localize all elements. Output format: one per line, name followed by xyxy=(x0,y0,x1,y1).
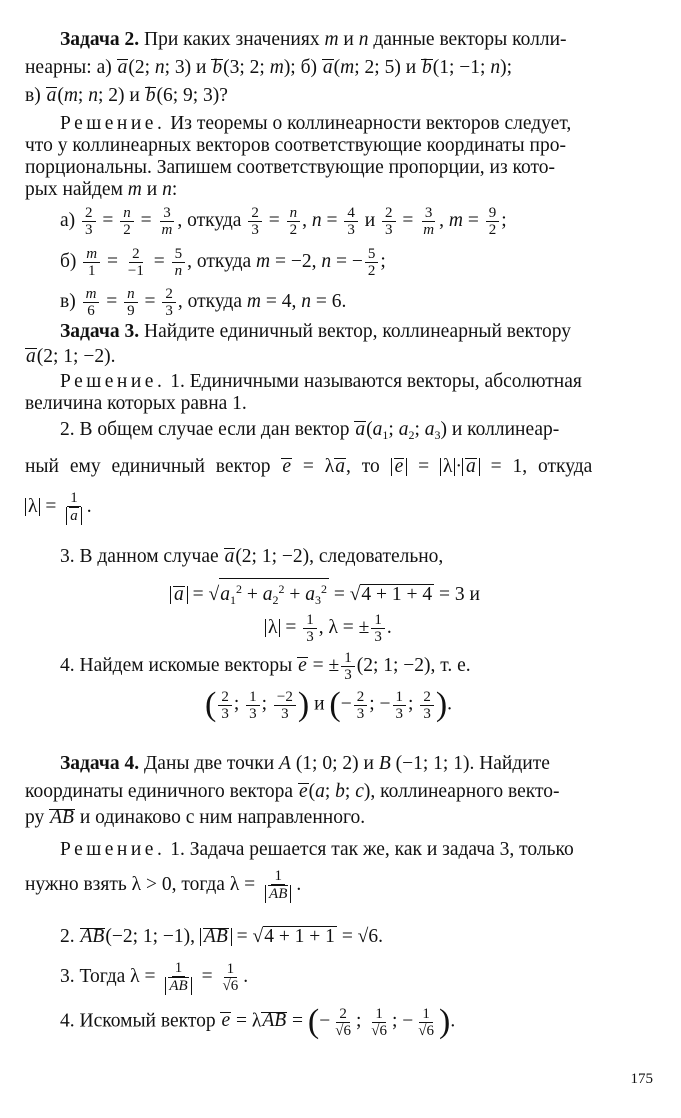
task4-step3: 3. Тогда λ = $\frac{1}{AB}$ = $\frac{1}{√6}$ . xyxy=(60,960,249,994)
task4-title: Задача 4. xyxy=(60,753,140,774)
task2-solution-text1: Из теоремы о коллинеарности векторов следует, xyxy=(170,113,572,134)
task3-step3-line1: 3. В данном случае a(2; 1; −2), следовательно, xyxy=(60,546,444,567)
task3-title: Задача 3. xyxy=(60,321,140,342)
task4-solution-line2: нужно взять λ > 0, тогда λ = $\frac{1}{AB}$ . xyxy=(25,868,302,902)
task2-solution-line1 xyxy=(60,112,681,136)
task4-s1a: 1. Задача решается так же, как и задача 3, только xyxy=(170,839,574,860)
solution-word: Решение. xyxy=(60,371,166,392)
task4-solution-line1 xyxy=(60,838,681,862)
task3-statement: Найдите единичный вектор, коллинеарный вектору xyxy=(144,321,572,342)
task3-step2-line1: 2. В общем случае если дан вектор $a(a_1$; $a_2$; $a_3$) и коллинеар- xyxy=(60,419,560,442)
task3-step4-line1: 4. Найдем искомые векторы e = ± $\frac{1}{3}$ (2; 1; −2), т. е. xyxy=(60,650,471,683)
task2-line1: Задача 2. При каких значениях m и n данные векторы колли- xyxy=(60,29,567,50)
task4-line3: ру AB и одинаково с ним направленного. xyxy=(25,807,366,828)
task3-step4-vectors: ( $\frac{2}{3}$ ; $\frac{1}{3}$ ; $\frac{-2}{3}$ ) и (− $\frac{2}{3}$ ; − $\frac{1}{3}$ ; $\frac{2}{3}$ ). xyxy=(205,686,453,723)
task3-solution-line1 xyxy=(60,370,681,394)
task3-step3-line3: λ = $\frac{1}{3}$ , λ = ± $\frac{1}{3}$ . xyxy=(265,612,681,652)
task3-step3-line2: $a = √a_1^2 + a_2^2 + a_3^2 = √4 + 1 + 4 = 3$ и xyxy=(170,578,681,610)
task2-solution-line4: рых найдем m и n: xyxy=(25,179,178,200)
task2-title: Задача 2. xyxy=(60,29,140,50)
task2-case-a: а) $\frac{2}{3}$ = $\frac{n}{2}$ = $\frac{3}{m}$ , откуда $\frac{2}{3}$ = $\frac{n}{2}$ , n = $\frac{4}{3}$ и $\frac{2}{3}$ = $\frac{3}{m}$ , m = $\frac{9}{2}$ ; xyxy=(60,205,507,238)
task4-line1: Задача 4. Даны две точки A (1; 0; 2) и B (−1; 1; 1). Найдите xyxy=(60,753,550,774)
task3-solution-line2: величина которых равна 1. xyxy=(25,393,247,414)
task3-step2-line3: λ = $\frac{1}{a}$ . xyxy=(25,490,681,530)
task2-solution-line3: порциональны. Запишем соответствующие пропорции, из кото- xyxy=(25,157,556,178)
task2-case-b: б) $\frac{m}{1}$ = $\frac{2}{-1}$ = $\frac{5}{n}$ , откуда m = −2, n = − $\frac{5}{2}$ ; xyxy=(60,246,386,279)
task3-s1a: 1. Единичными называются векторы, абсолютная xyxy=(170,371,582,392)
solution-word: Решение. xyxy=(60,113,166,134)
solution-word: Решение. xyxy=(60,839,166,860)
task4-line2: координаты единичного вектора e(a; b; c), коллинеарного векто- xyxy=(25,781,560,802)
task3-line1 xyxy=(60,320,681,344)
task2-line3: в) a(m; n; 2) и b(6; 9; 3)? xyxy=(25,85,228,106)
task2-line2: неарны: а) a(2; n; 3) и b(3; 2; m); б) a(m; 2; 5) и b(1; −1; n); xyxy=(25,57,512,78)
task3-step2-line2: ный ему единичный вектор e = λa, то e = λ · a = 1, откуда xyxy=(25,456,593,477)
task3-line2: a(2; 1; −2). xyxy=(26,346,116,367)
page-number: 175 xyxy=(630,1071,653,1087)
task4-step2: 2. AB(−2; 1; −1), AB = √4 + 1 + 1 = √6. xyxy=(60,926,384,947)
task4-step4: 4. Искомый вектор e = λAB = (− $\frac{2}{√6}$ ; $\frac{1}{√6}$ ; − $\frac{1}{√6}$ ). xyxy=(60,1003,456,1040)
task2-solution-line2: что у коллинеарных векторов соответствующие координаты про- xyxy=(25,135,566,156)
task2-case-c: в) $\frac{m}{6}$ = $\frac{n}{9}$ = $\frac{2}{3}$ , откуда m = 4, n = 6. xyxy=(60,286,347,319)
